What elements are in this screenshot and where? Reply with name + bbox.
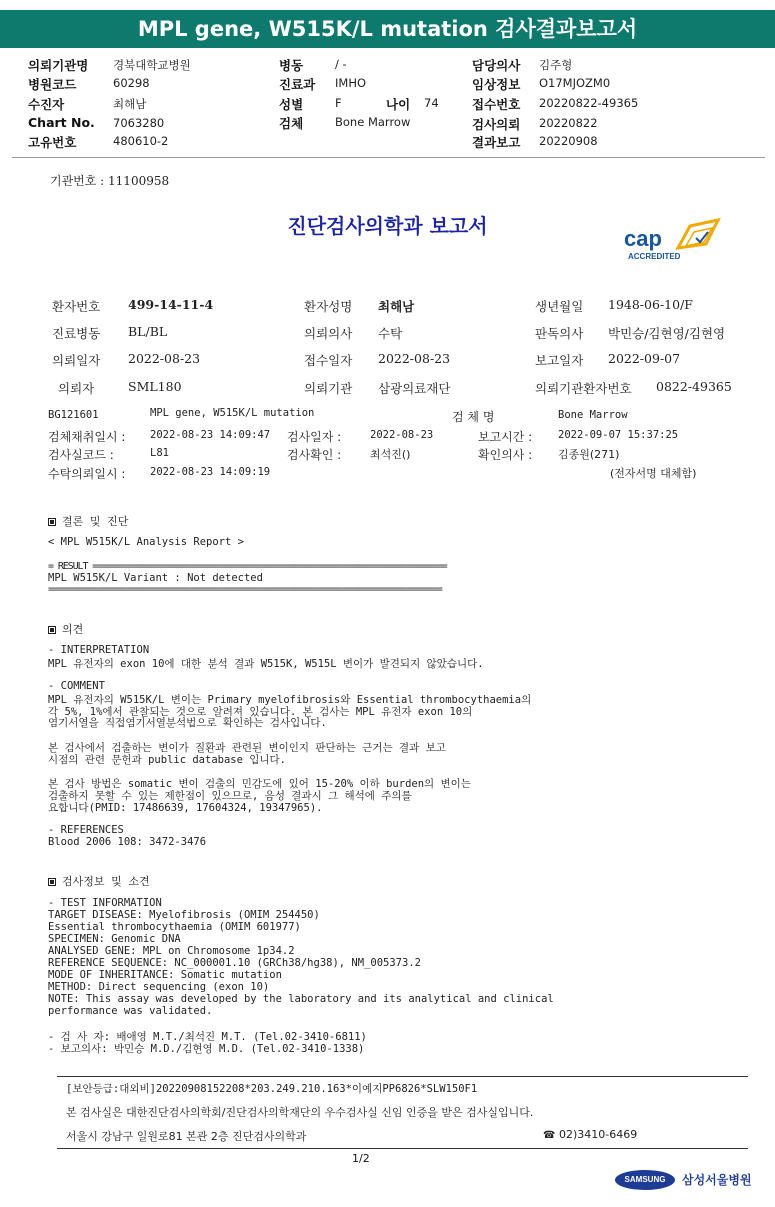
header-label-hospital-code: 병원코드 — [28, 77, 77, 92]
confirm-doctor-value: 김종원(271) — [558, 448, 620, 461]
header-value-result-date: 20220908 — [539, 134, 598, 148]
test-info-line: Essential thrombocythaemia (OMIM 601977) — [48, 921, 301, 933]
section-test-info — [48, 873, 150, 889]
header-label-physician: 담당의사 — [472, 58, 521, 73]
comment-line: 본 검사 방법은 somatic 변이 검출의 민감도에 있어 15-20% 이하 burden의 변이는 — [48, 778, 471, 790]
test-info-line: performance was validated. — [48, 1005, 213, 1017]
test-specimen-value: Bone Marrow — [558, 409, 628, 421]
test-info-line: ANALYSED GENE: MPL on Chromosome 1p34.2 — [48, 945, 295, 957]
confirm-label: 검사확인 : — [287, 448, 342, 462]
report-title-bar: MPL gene, W515K/L mutation 검사결과보고서 — [0, 10, 775, 48]
test-info-line: SPECIMEN: Genomic DNA — [48, 933, 181, 945]
patient-value-report-date: 2022-09-07 — [608, 351, 681, 366]
analysis-title: < MPL W515K/L Analysis Report > — [48, 536, 244, 548]
esign-note: (전자서명 대체함) — [610, 467, 697, 480]
security-line: [보안등급:대외비]20220908152208*203.249.210.163*이예지PP6826*SLW150F1 — [66, 1083, 478, 1095]
header-label-chart-no: Chart No. — [28, 115, 95, 130]
comment-line: MPL 유전자의 W515K/L 변이는 Primary myelofibrosis와 Essential thrombocythaemia의 — [48, 694, 532, 706]
cap-accredited-logo — [620, 218, 730, 264]
patient-label-request-date: 의뢰일자 — [52, 353, 101, 368]
confirm-doctor-label: 확인의사 : — [478, 448, 533, 462]
staff-reporter: - 보고의사: 박민승 M.D./김현영 M.D. (Tel.02-3410-1338) — [48, 1043, 365, 1055]
result-divider-bottom: ================================================================================ — [48, 584, 442, 595]
certification-text: 본 검사실은 대한진단검사의학회/진단검사의학재단의 우수검사실 신임 인증을 받은 검사실입니다. — [66, 1106, 534, 1119]
lab-code-label: 검사실코드 : — [48, 448, 114, 462]
header-value-department: IMHO — [335, 76, 367, 90]
comment-heading: - COMMENT — [48, 680, 105, 692]
patient-label-inst-patient-no: 의뢰기관환자번호 — [535, 381, 632, 396]
phone-icon: ☎ — [543, 1130, 556, 1141]
comment-line: 시점의 관련 문헌과 public database 입니다. — [48, 754, 287, 766]
exam-date-label: 검사일자 : — [287, 430, 342, 444]
patient-value-name: 최해남 — [378, 299, 415, 314]
cap-logo-sub: ACCREDITED — [628, 252, 681, 261]
report-title: 진단검사의학과 보고서 — [287, 214, 488, 238]
header-label-ward: 병동 — [279, 58, 304, 73]
test-info-line: MODE OF INHERITANCE: Somatic mutation — [48, 969, 282, 981]
test-name: MPL gene, W515K/L mutation — [150, 407, 315, 419]
patient-label-requester: 의뢰자 — [58, 381, 95, 396]
header-label-age: 나이 — [386, 97, 411, 112]
test-info-heading: - TEST INFORMATION — [48, 897, 162, 909]
header-value-physician: 김주형 — [539, 58, 573, 72]
address-text: 서울시 강남구 일원로81 본관 2층 진단검사의학과 — [66, 1130, 307, 1143]
test-info-line: METHOD: Direct sequencing (exon 10) — [48, 981, 270, 993]
comment-line: 각 5%, 1%에서 관찰되는 것으로 알려져 있습니다. 본 검사는 MPL 유전자 exon 10의 — [48, 706, 473, 718]
square-bullet-icon — [48, 626, 56, 634]
patient-value-reader: 박민승/김현영/김현영 — [608, 326, 726, 341]
interpretation-text: MPL 유전자의 exon 10에 대한 분석 결과 W515K, W515L 변이가 발견되지 않았습니다. — [48, 658, 484, 670]
section-conclusion — [48, 513, 128, 529]
patient-value-ward: BL/BL — [128, 324, 168, 339]
patient-label-report-date: 보고일자 — [535, 353, 584, 368]
patient-value-id: 499-14-11-4 — [128, 297, 214, 312]
patient-label-id: 환자번호 — [52, 299, 101, 314]
phone-number: 02)3410-6469 — [558, 1128, 638, 1141]
header-value-receipt-no: 20220822-49365 — [539, 96, 639, 110]
header-value-clinical-info: O17MJOZM0 — [539, 76, 611, 90]
collect-time-value: 2022-08-23 14:09:47 — [150, 429, 271, 441]
section-test-info-title: 검사정보 및 소견 — [62, 875, 150, 888]
page-number: 1/2 — [352, 1152, 370, 1165]
patient-value-inst-patient-no: 0822-49365 — [656, 379, 732, 394]
result-divider: = RESULT ======================================================================== — [48, 561, 447, 572]
confirm-value: 최석진() — [370, 448, 411, 461]
patient-value-institution: 삼광의료재단 — [378, 381, 451, 396]
header-value-chart-no: 7063280 — [113, 116, 165, 130]
samsung-logo: SAMSUNG — [615, 1170, 675, 1190]
interpretation-heading: - INTERPRETATION — [48, 644, 150, 656]
header-value-age: 74 — [424, 96, 439, 110]
result-row: MPL W515K/L Variant : Not detected — [48, 572, 263, 584]
patient-value-requester: SML180 — [128, 379, 182, 394]
header-label-department: 진료과 — [279, 77, 316, 92]
test-info-line: REFERENCE SEQUENCE: NC_000001.10 (GRCh38/hg38), NM_005373.2 — [48, 957, 421, 969]
request-time-value: 2022-08-23 14:09:19 — [150, 466, 271, 478]
header-label-specimen: 검체 — [279, 116, 304, 131]
patient-label-ward: 진료병동 — [52, 326, 101, 341]
comment-line: 검출하지 못할 수 있는 제한점이 있으므로, 음성 결과시 그 해석에 주의를 — [48, 790, 412, 802]
header-divider — [12, 157, 765, 158]
hospital-name: 삼성서울병원 — [682, 1173, 752, 1187]
footer-divider-top — [57, 1076, 748, 1077]
patient-value-receipt-date: 2022-08-23 — [378, 351, 451, 366]
request-time-label: 수탁의뢰일시 : — [48, 467, 126, 481]
patient-value-request-date: 2022-08-23 — [128, 351, 201, 366]
phone-block — [543, 1128, 637, 1141]
test-specimen-label: 검 체 명 — [452, 410, 495, 424]
patient-label-referrer: 의뢰의사 — [304, 326, 353, 341]
cap-logo-text: cap — [624, 226, 662, 251]
header-label-receipt-no: 접수번호 — [472, 97, 521, 112]
header-label-patient: 수진자 — [28, 97, 65, 112]
report-time-value: 2022-09-07 15:37:25 — [558, 429, 679, 441]
header-value-patient: 최해남 — [113, 97, 147, 111]
header-label-request-date: 검사의뢰 — [472, 117, 521, 132]
section-opinion — [48, 621, 83, 637]
section-opinion-title: 의견 — [62, 623, 84, 636]
header-label-clinical-info: 임상정보 — [472, 77, 521, 92]
staff-tester: - 검 사 자: 배애영 M.T./최석진 M.T. (Tel.02-3410-6811) — [48, 1031, 367, 1043]
exam-date-value: 2022-08-23 — [370, 429, 434, 441]
patient-label-reader: 판독의사 — [535, 326, 584, 341]
test-code: BG121601 — [48, 409, 99, 421]
comment-line: 염기서열을 직접염기서열분석법으로 확인하는 검사입니다. — [48, 717, 327, 729]
report-time-label: 보고시간 : — [478, 430, 533, 444]
patient-value-birth: 1948-06-10/F — [608, 297, 693, 312]
square-bullet-icon — [48, 518, 56, 526]
comment-line: 요합니다(PMID: 17486639, 17604324, 19347965). — [48, 802, 323, 814]
patient-label-birth: 생년월일 — [535, 299, 584, 314]
footer-divider-bottom — [57, 1148, 748, 1149]
patient-value-referrer: 수탁 — [378, 326, 403, 341]
section-conclusion-title: 결론 및 진단 — [62, 515, 129, 528]
lab-code-value: L81 — [150, 447, 169, 459]
header-label-institution: 의뢰기관명 — [28, 58, 89, 73]
header-value-institution: 경북대학교병원 — [113, 58, 191, 72]
header-value-ward: / - — [335, 57, 347, 71]
header-value-unique-no: 480610-2 — [113, 134, 169, 148]
header-label-sex: 성별 — [279, 97, 304, 112]
institution-number: 기관번호 : 11100958 — [50, 174, 170, 188]
patient-label-institution: 의뢰기관 — [304, 381, 353, 396]
patient-label-name: 환자성명 — [304, 299, 353, 314]
references-heading: - REFERENCES — [48, 824, 124, 836]
header-value-sex: F — [335, 96, 342, 110]
patient-label-receipt-date: 접수일자 — [304, 353, 353, 368]
reference-item: Blood 2006 108: 3472-3476 — [48, 836, 207, 848]
header-value-specimen: Bone Marrow — [335, 115, 411, 129]
header-label-unique-no: 고유번호 — [28, 135, 77, 150]
header-value-request-date: 20220822 — [539, 116, 598, 130]
square-bullet-icon — [48, 878, 56, 886]
header-value-hospital-code: 60298 — [113, 76, 150, 90]
test-info-line: NOTE: This assay was developed by the laboratory and its analytical and clinical — [48, 993, 554, 1005]
header-label-result-date: 결과보고 — [472, 135, 521, 150]
collect-time-label: 검체채취일시 : — [48, 430, 126, 444]
test-info-line: TARGET DISEASE: Myelofibrosis (OMIM 254450) — [48, 909, 320, 921]
comment-line: 본 검사에서 검출하는 변이가 질환과 관련된 변이인지 판단하는 근거는 결과 보고 — [48, 742, 446, 754]
